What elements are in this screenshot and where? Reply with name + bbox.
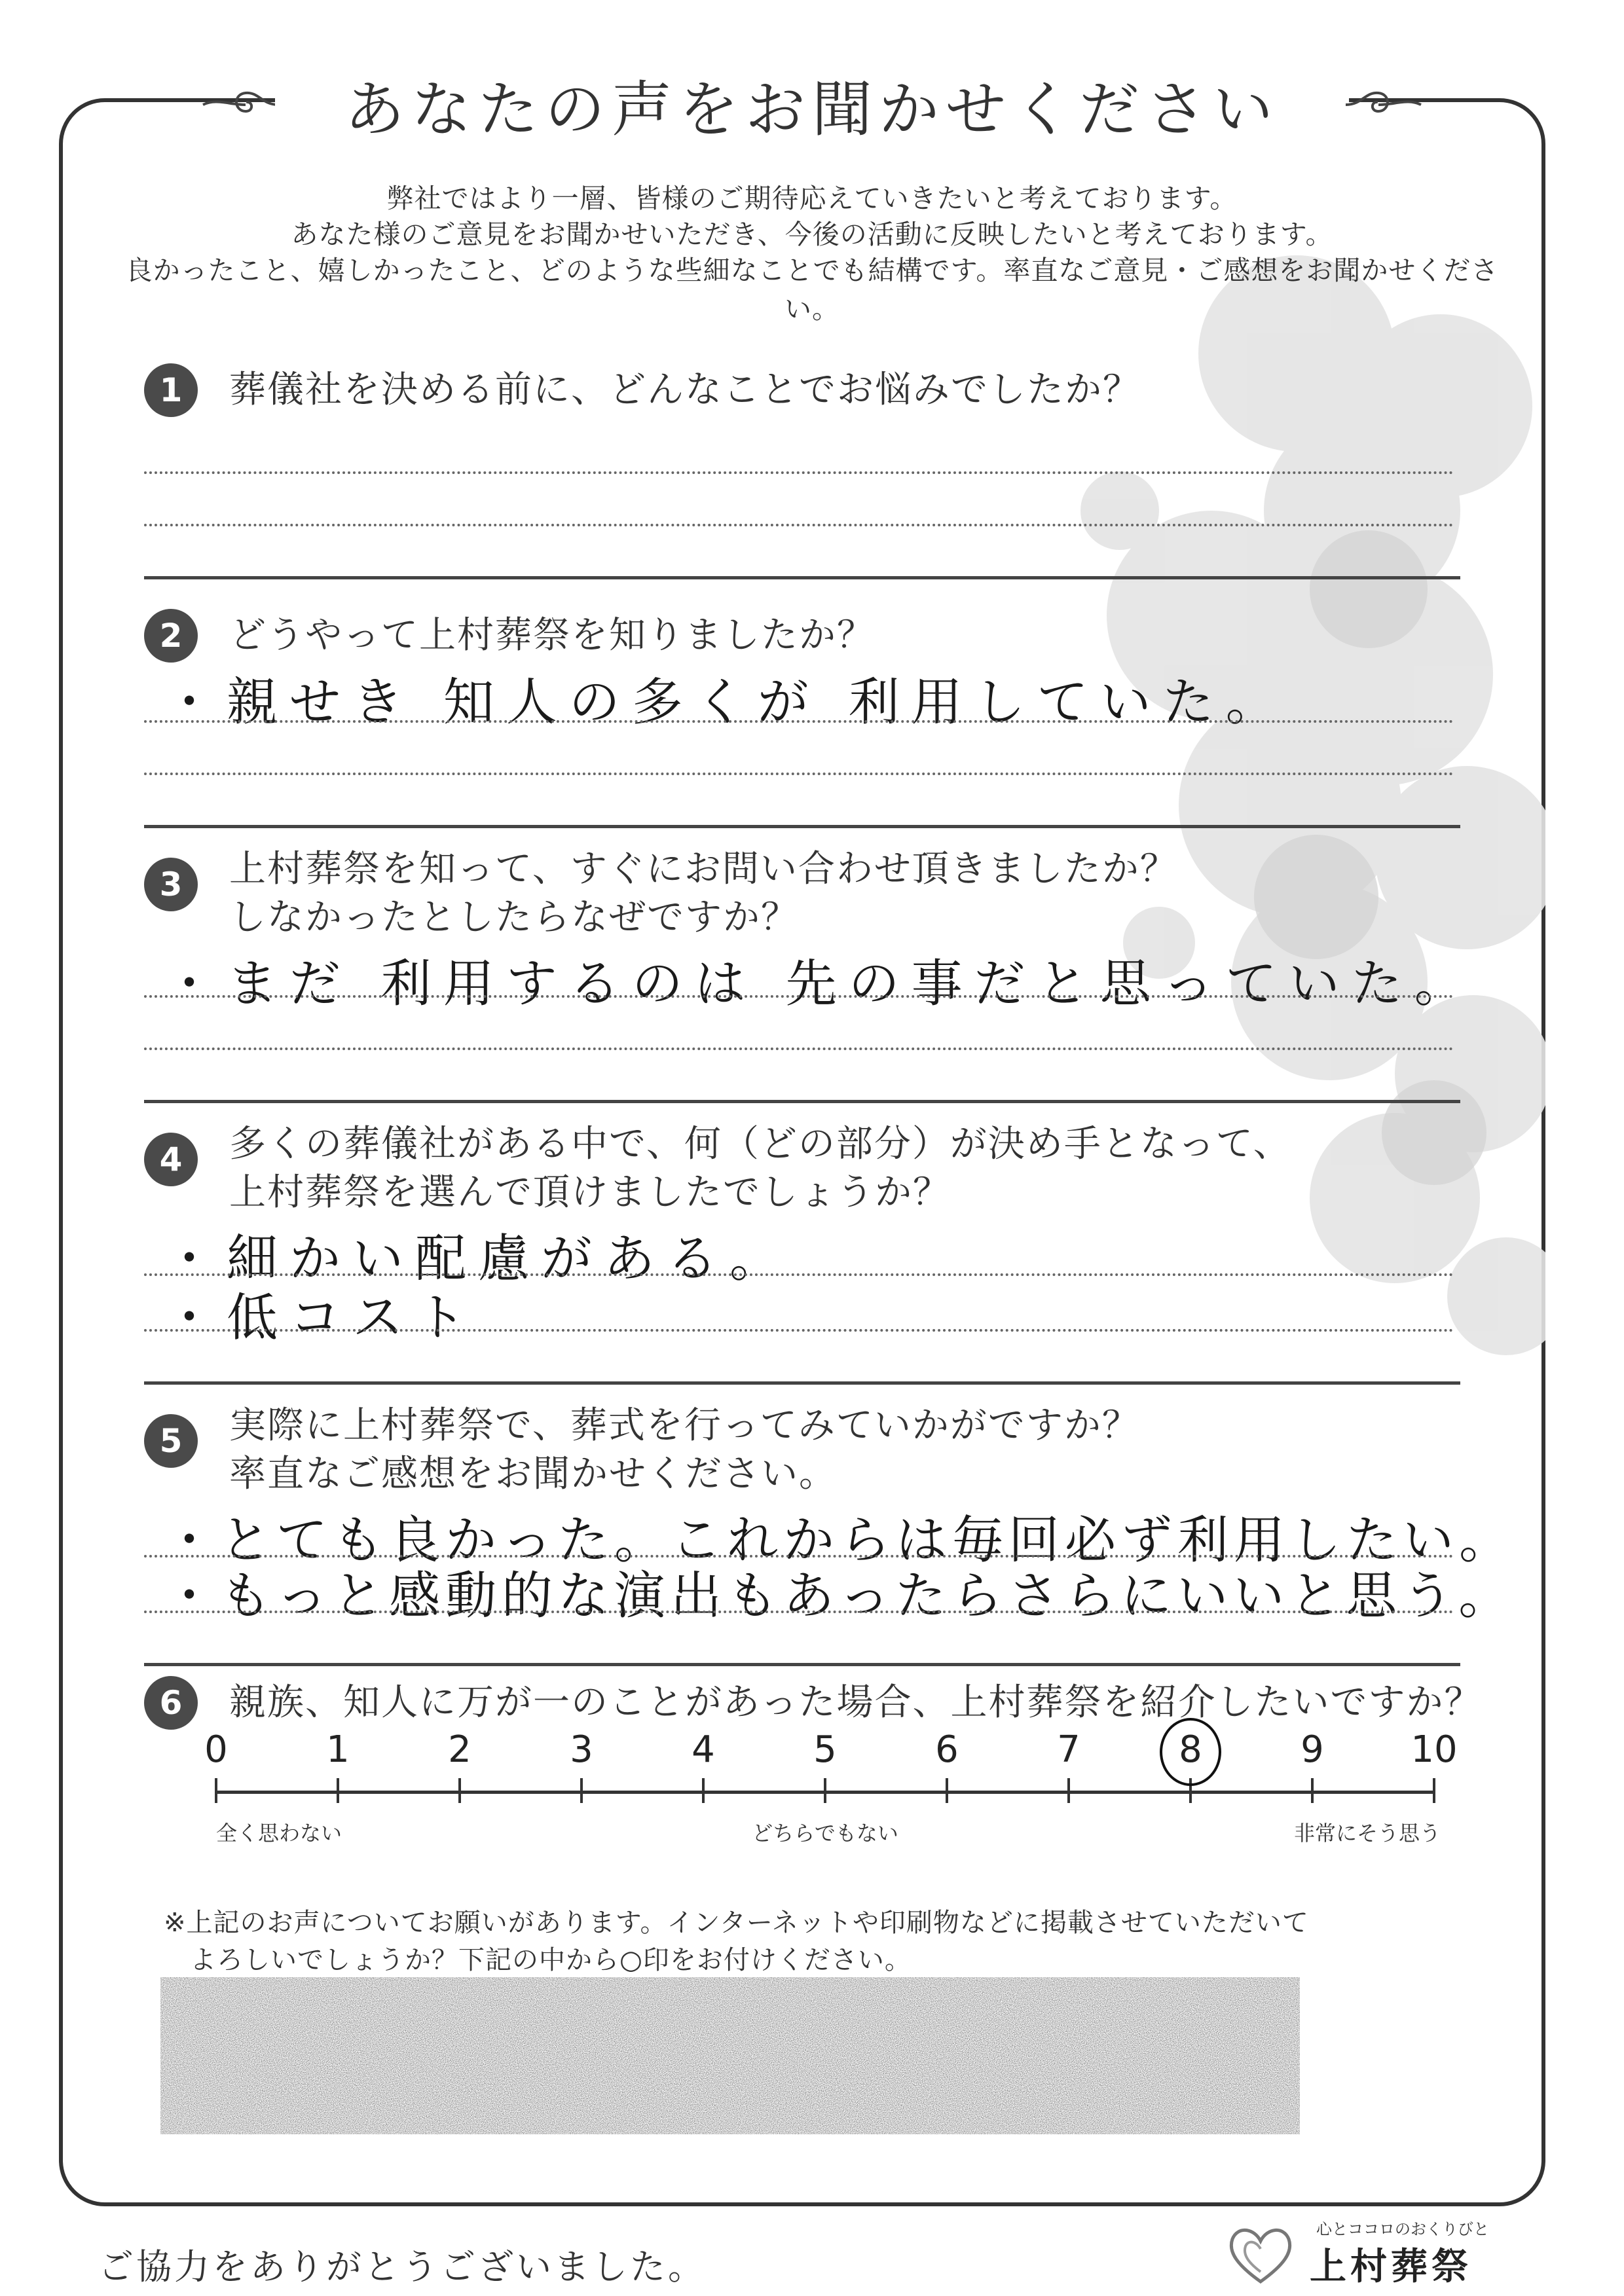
question-text-line-1: 多くの葬儀社がある中で、何（どの部分）が決め手となって、 xyxy=(229,1123,1291,1165)
scale-tick xyxy=(702,1778,705,1803)
scale-number-7: 7 xyxy=(1057,1728,1080,1771)
publication-note-line-2: よろしいでしょうか？下記の中から○印をお付けください。 xyxy=(190,1945,912,1975)
scale-number-4: 4 xyxy=(692,1728,715,1771)
handwritten-answer-1: ・とても良かった。これからは毎回必ず利用したい。 xyxy=(164,1511,1516,1570)
scale-tick xyxy=(215,1778,217,1803)
logo-tagline: 心とココロのおくりびと xyxy=(1316,2220,1489,2238)
scale-number-8: 8 xyxy=(1179,1728,1202,1771)
page-title: あなたの声をお聞かせください xyxy=(344,75,1280,145)
section-divider xyxy=(144,1663,1460,1666)
handwritten-answer: ・まだ 利用するのは 先の事だと思っていた。 xyxy=(164,955,1477,1013)
answer-line xyxy=(144,524,1454,526)
scale-number-9: 9 xyxy=(1301,1728,1324,1771)
section-divider xyxy=(144,1100,1460,1103)
question-number-badge: 4 xyxy=(144,1133,198,1186)
heart-logo-icon xyxy=(1225,2223,1297,2288)
question-text-line-1: 上村葬祭を知って、すぐにお問い合わせ頂きましたか？ xyxy=(229,848,1178,890)
handwritten-answer-1: ・細かい配慮がある。 xyxy=(164,1230,793,1288)
question-text: 親族、知人に万が一のことがあった場合、上村葬祭を紹介したいですか？ xyxy=(229,1681,1483,1724)
scale-number-6: 6 xyxy=(935,1728,959,1771)
scale-label-high: 非常にそう思う xyxy=(1293,1821,1441,1846)
answer-line xyxy=(144,1273,1454,1276)
answer-line xyxy=(144,720,1454,723)
scale-number-10: 10 xyxy=(1411,1728,1458,1771)
question-text: どうやって上村葬祭を知りましたか？ xyxy=(229,614,875,657)
question-text: 葬儀社を決める前に、どんなことでお悩みでしたか？ xyxy=(229,369,1141,411)
logo-name: 上村葬祭 xyxy=(1310,2246,1472,2288)
publication-note-line-1: ※上記のお声についてお願いがあります。インターネットや印刷物などに掲載させていただいて xyxy=(164,1908,1309,1938)
question-text-line-2: 上村葬祭を選んで頂けましたでしょうか？ xyxy=(229,1171,951,1214)
answer-line xyxy=(144,471,1454,474)
rating-scale xyxy=(204,1728,1458,1859)
question-number-badge: 1 xyxy=(144,363,198,417)
scale-tick xyxy=(946,1778,948,1803)
selected-rating-circle xyxy=(1160,1718,1221,1786)
intro-line-2: あなた様のご意見をお聞かせいただき、今後の活動に反映したいと考えております。 xyxy=(291,219,1333,250)
answer-line xyxy=(144,1329,1454,1332)
handwritten-answer-2: ・低コスト xyxy=(164,1288,479,1347)
handwritten-answer: ・親せき 知人の多くが 利用していた。 xyxy=(164,673,1289,732)
left-flourish-icon xyxy=(196,85,282,124)
scale-tick xyxy=(337,1778,339,1803)
answer-line xyxy=(144,1048,1454,1050)
answer-line xyxy=(144,995,1454,998)
question-text-line-1: 実際に上村葬祭で、葬式を行ってみていかがですか？ xyxy=(229,1404,1140,1447)
thanks-message: ご協力をありがとうございました。 xyxy=(98,2246,706,2287)
scale-tick xyxy=(458,1778,461,1803)
scale-tick xyxy=(824,1778,826,1803)
answer-line xyxy=(144,773,1454,775)
scale-tick xyxy=(1067,1778,1070,1803)
scale-number-5: 5 xyxy=(813,1728,837,1771)
question-number-badge: 3 xyxy=(144,858,198,911)
scale-label-low: 全く思わない xyxy=(216,1821,342,1846)
scale-tick xyxy=(1433,1778,1435,1803)
question-text-line-2: 率直なご感想をお聞かせください。 xyxy=(229,1453,837,1495)
scale-number-3: 3 xyxy=(570,1728,593,1771)
question-number-badge: 6 xyxy=(144,1676,198,1730)
right-flourish-icon xyxy=(1342,85,1428,124)
question-text-line-2: しなかったとしたらなぜですか？ xyxy=(229,896,799,939)
answer-line xyxy=(144,1611,1454,1613)
intro-line-1: 弊社ではより一層、皆様のご期待応えていきたいと考えております。 xyxy=(386,183,1238,214)
scale-number-2: 2 xyxy=(448,1728,471,1771)
scale-tick xyxy=(1311,1778,1314,1803)
intro-line-3: 良かったこと、嬉しかったこと、どのような些細なことでも結構です。率直なご意見・ご感想をお聞かせください。 xyxy=(125,255,1499,325)
section-divider xyxy=(144,825,1460,828)
scale-tick xyxy=(580,1778,583,1803)
title-banner xyxy=(275,65,1349,144)
scale-label-mid: どちらでもない xyxy=(752,1821,898,1846)
scale-number-0: 0 xyxy=(204,1728,228,1771)
handwritten-answer-2: ・もっと感動的な演出もあったらさらにいいと思う。 xyxy=(164,1567,1515,1626)
section-divider xyxy=(144,576,1460,579)
section-divider xyxy=(144,1381,1460,1385)
question-number-badge: 2 xyxy=(144,609,198,663)
question-number-badge: 5 xyxy=(144,1414,198,1468)
scale-number-1: 1 xyxy=(326,1728,350,1771)
redacted-area xyxy=(160,1977,1300,2134)
